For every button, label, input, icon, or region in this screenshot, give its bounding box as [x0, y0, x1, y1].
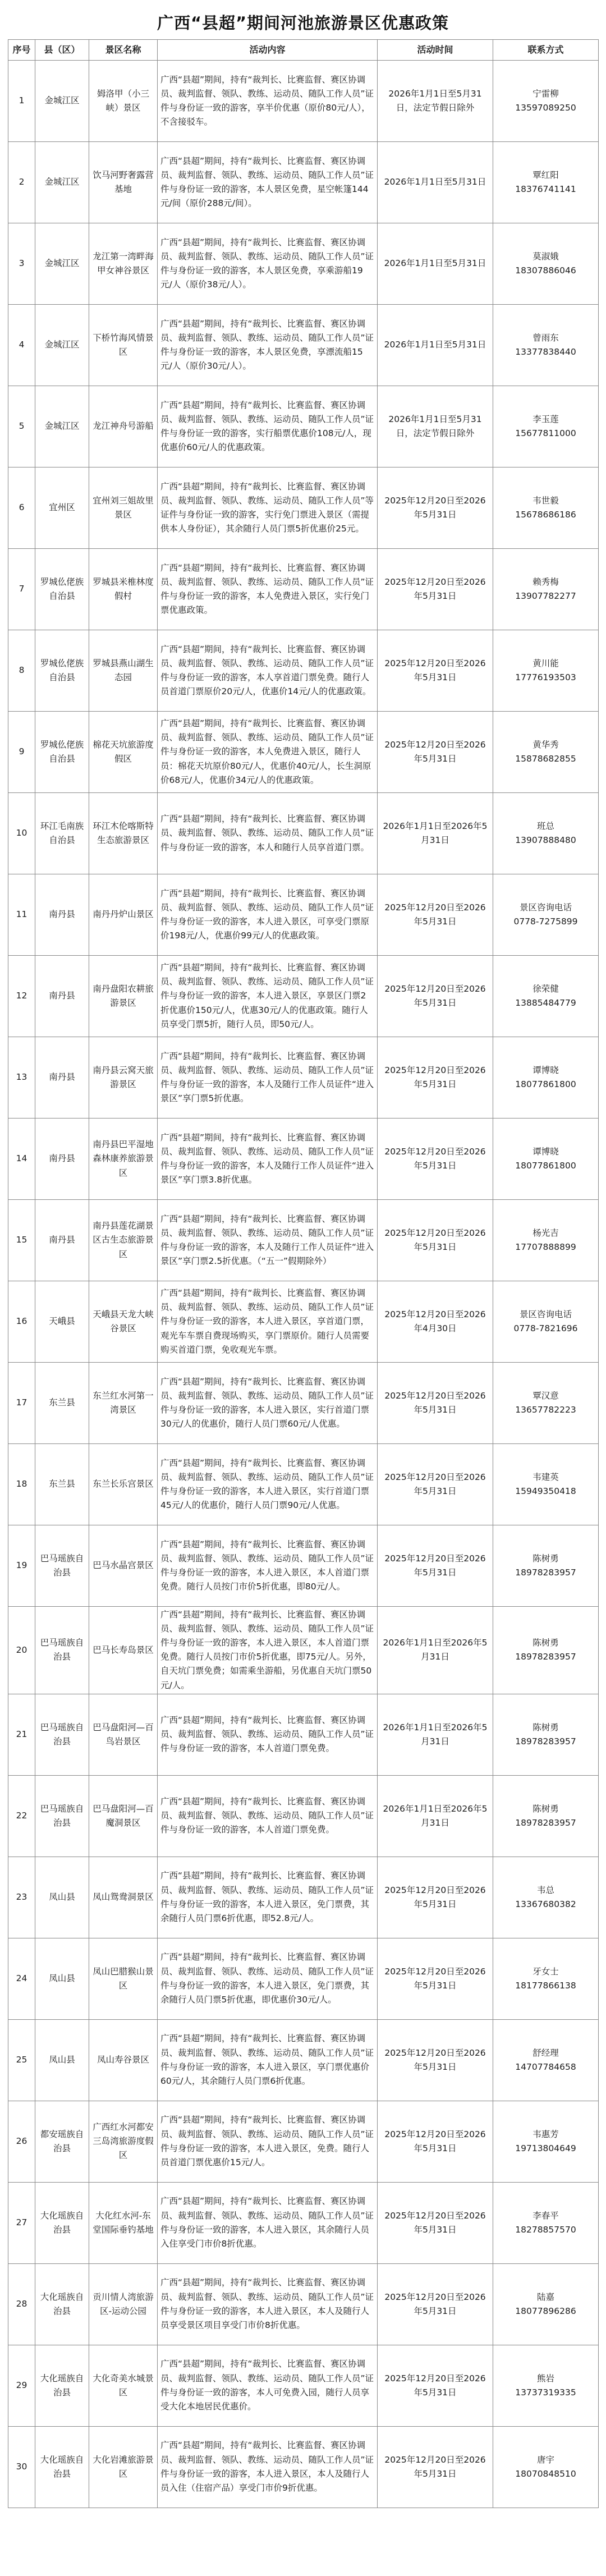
- activity-content-cell: 广西“县超”期间，持有“裁判长、比赛监督、赛区协调员、裁判监督、领队、教练、运动员、随队工作人员”证件与身份证一致的游客，本人景区免费，享乘游船19元/人（原价38元/人）。: [158, 223, 378, 305]
- contact-cell: [493, 142, 599, 223]
- contact-cell: [493, 1037, 599, 1119]
- county-cell: 南丹县: [35, 874, 89, 956]
- table-row: [8, 2345, 599, 2426]
- row-number: 21: [8, 1694, 35, 1775]
- row-number: 7: [8, 549, 35, 630]
- activity-content-cell: 广西“县超”期间，持有“裁判长、比赛监督、赛区协调员、裁判监督、领队、教练、运动员、随队工作人员”证件与身份证一致的游客，本人进入景区，本人首道门票免费。随行人员按门市价5折优惠，即80元/人。: [158, 1525, 378, 1607]
- contact-name: 黄川能: [532, 658, 559, 668]
- contact-phone: 17707888899: [515, 1242, 576, 1252]
- activity-content-cell: 广西“县超”期间，持有“裁判长、比赛监督、赛区协调员、裁判监督、领队、教练、运动员、随队工作人员”证件与身份证一致的游客，本人享首道门票免费。随行人员首道门票原价20元/人，优惠价14元/人的优惠政策。: [158, 630, 378, 712]
- contact-phone: 15678686186: [515, 510, 576, 520]
- table-row: [8, 1444, 599, 1525]
- page-title: 广西“县超”期间河池旅游景区优惠政策: [157, 13, 449, 33]
- activity-time-cell: 2026年1月1日至2026年5月31日: [378, 1775, 493, 1857]
- scenic-name-cell: 东兰长乐宫景区: [89, 1444, 158, 1525]
- contact-phone: 18978283957: [515, 1736, 576, 1747]
- header-contact: 联系方式: [493, 40, 599, 61]
- contact-phone: 15677811000: [515, 428, 576, 438]
- contact-phone: 13907888480: [515, 835, 576, 845]
- activity-time-cell: 2025年12月20日至2026年5月31日: [378, 1037, 493, 1119]
- activity-time-cell: 2025年12月20日至2026年5月31日: [378, 1525, 493, 1607]
- contact-name: 徐荣健: [532, 983, 559, 994]
- county-cell: 巴马瑶族自治县: [35, 1775, 89, 1857]
- activity-time-cell: 2026年1月1日至5月31日，法定节假日除外: [378, 386, 493, 467]
- county-cell: 金城江区: [35, 142, 89, 223]
- activity-time-cell: 2026年1月1日至2026年5月31日: [378, 1607, 493, 1694]
- county-cell: 南丹县: [35, 1119, 89, 1200]
- contact-phone: 19713804649: [515, 2143, 576, 2153]
- contact-cell: [493, 1363, 599, 1444]
- county-cell: 罗城仫佬族自治县: [35, 549, 89, 630]
- contact-phone: 18077896286: [515, 2305, 576, 2316]
- activity-time-cell: 2025年12月20日至2026年5月31日: [378, 1444, 493, 1525]
- activity-time-cell: 2025年12月20日至2026年5月31日: [378, 2182, 493, 2263]
- header-county: 县（区）: [35, 40, 89, 61]
- county-cell: 大化瑶族自治县: [35, 2426, 89, 2508]
- row-number: 4: [8, 305, 35, 386]
- activity-time-cell: 2025年12月20日至2026年5月31日: [378, 2263, 493, 2345]
- row-number: 30: [8, 2426, 35, 2508]
- county-cell: 巴马瑶族自治县: [35, 1525, 89, 1607]
- contact-name: 谭博晓: [532, 1065, 559, 1075]
- scenic-name-cell: 贡川情人湾旅游区-运动公园: [89, 2263, 158, 2345]
- activity-content-cell: 广西“县超”期间，持有“裁判长、比赛监督、赛区协调员、裁判监督、领队、教练、运动员、随队工作人员”证件与身份证一致的游客，本人景区免费，星空帐篷144元/间（原价288元/间）。: [158, 142, 378, 223]
- table-row: [8, 1607, 599, 1694]
- contact-name: 李玉莲: [532, 414, 559, 424]
- table-row: [8, 223, 599, 305]
- row-number: 28: [8, 2263, 35, 2345]
- header-content: 活动内容: [158, 40, 378, 61]
- contact-cell: [493, 793, 599, 874]
- table-row: [8, 61, 599, 142]
- contact-name: 韦建英: [532, 1472, 559, 1482]
- table-row: [8, 142, 599, 223]
- row-number: 16: [8, 1281, 35, 1363]
- activity-time-cell: 2025年12月20日至2026年5月31日: [378, 2101, 493, 2182]
- table-row: [8, 1363, 599, 1444]
- activity-content-cell: 广西“县超”期间，持有“裁判长、比赛监督、赛区协调员、裁判监督、领队、教练、运动员、随队工作人员”证件与身份证一致的游客，本人进入景区，免门票费，其余随行人员门票5折优惠，即优惠价30元/人。: [158, 1938, 378, 2019]
- table-body: [8, 61, 599, 2508]
- county-cell: 金城江区: [35, 223, 89, 305]
- scenic-name-cell: 巴马盘阳河—百鸟岩景区: [89, 1694, 158, 1775]
- county-cell: 天峨县: [35, 1281, 89, 1363]
- contact-name: 陈树勇: [532, 1803, 559, 1814]
- contact-phone: 13907782277: [515, 591, 576, 601]
- county-cell: 都安瑶族自治县: [35, 2101, 89, 2182]
- contact-cell: [493, 2426, 599, 2508]
- activity-time-cell: 2026年1月1日至2026年5月31日: [378, 1694, 493, 1775]
- contact-cell: [493, 223, 599, 305]
- table-row: [8, 2019, 599, 2101]
- contact-phone: 0778-7821696: [513, 1323, 578, 1333]
- county-cell: 大化瑶族自治县: [35, 2263, 89, 2345]
- contact-cell: [493, 1607, 599, 1694]
- table-row: [8, 549, 599, 630]
- contact-cell: [493, 2182, 599, 2263]
- row-number: 17: [8, 1363, 35, 1444]
- contact-name: 黄华秀: [532, 739, 559, 750]
- activity-time-cell: 2025年12月20日至2026年5月31日: [378, 956, 493, 1037]
- scenic-name-cell: 环江木伦喀斯特生态旅游景区: [89, 793, 158, 874]
- activity-time-cell: 2025年12月20日至2026年5月31日: [378, 874, 493, 956]
- contact-name: 唐宇: [536, 2454, 554, 2465]
- activity-time-cell: 2025年12月20日至2026年5月31日: [378, 1363, 493, 1444]
- row-number: 2: [8, 142, 35, 223]
- contact-name: 景区咨询电话: [519, 902, 572, 913]
- contact-cell: [493, 874, 599, 956]
- contact-phone: 18307886046: [515, 265, 576, 276]
- activity-time-cell: 2025年12月20日至2026年5月31日: [378, 630, 493, 712]
- county-cell: 金城江区: [35, 386, 89, 467]
- table-row: [8, 1938, 599, 2019]
- table-row: [8, 1200, 599, 1281]
- activity-time-cell: 2025年12月20日至2026年5月31日: [378, 1938, 493, 2019]
- activity-content-cell: 广西“县超”期间，持有“裁判长、比赛监督、赛区协调员、裁判监督、领队、教练、运动员、随队工作人员”证件与身份证一致的游客，本人进入景区，其余随行人员入住享受门市价8折优惠。: [158, 2182, 378, 2263]
- contact-name: 陈树勇: [532, 1638, 559, 1648]
- table-row: [8, 467, 599, 549]
- county-cell: 大化瑶族自治县: [35, 2345, 89, 2426]
- activity-content-cell: 广西“县超”期间，持有“裁判长、比赛监督、赛区协调员、裁判监督、领队、教练、运动员、随队工作人员”证件与身份证一致的游客，本人进入景区，免门票费，其余随行人员门票6折优惠，即52.8元/人。: [158, 1857, 378, 1938]
- table-row: [8, 305, 599, 386]
- row-number: 14: [8, 1119, 35, 1200]
- activity-content-cell: 广西“县超”期间，持有“裁判长、比赛监督、赛区协调员、裁判监督、领队、教练、运动员、随队工作人员”证件与身份证一致的游客，本人及随行工作人员证件“进入景区”享门票3.8折优惠。: [158, 1119, 378, 1200]
- scenic-name-cell: 大化岩滩旅游景区: [89, 2426, 158, 2508]
- activity-content-cell: 广西“县超”期间，持有“裁判长、比赛监督、赛区协调员、裁判监督、领队、教练、运动员、随队工作人员”等证件与身份证一致的游客，实行免门票进入景区（需提供本人身份证），其余随行人员门票5折优惠价25元。: [158, 467, 378, 549]
- county-cell: 巴马瑶族自治县: [35, 1607, 89, 1694]
- activity-content-cell: 广西“县超”期间，持有“裁判长、比赛监督、赛区协调员、裁判监督、领队、教练、运动员、随队工作人员”证件与身份证一致的游客，本人进入景区，本人及随行人员享受景区项目享受门市价8折优惠。: [158, 2263, 378, 2345]
- scenic-name-cell: 南丹县莲花湖景区古生态旅游景区: [89, 1200, 158, 1281]
- row-number: 15: [8, 1200, 35, 1281]
- header-no: 序号: [8, 40, 35, 61]
- row-number: 19: [8, 1525, 35, 1607]
- scenic-name-cell: 棉花天坑旅游度假区: [89, 712, 158, 793]
- activity-time-cell: 2026年1月1日至5月31日: [378, 223, 493, 305]
- activity-content-cell: 广西“县超”期间，持有“裁判长、比赛监督、赛区协调员、裁判监督、领队、教练、运动员、随队工作人员”证件与身份证一致的游客，本人免费进入景区，随行人员：棉花天坑原价80元/人，优惠价40元/人，长生洞原价68元/人，优惠价34元/人的优惠政策。: [158, 712, 378, 793]
- county-cell: 金城江区: [35, 61, 89, 142]
- contact-phone: 18278857570: [515, 2224, 576, 2235]
- table-row: [8, 630, 599, 712]
- county-cell: 凤山县: [35, 1857, 89, 1938]
- contact-phone: 14707784658: [515, 2061, 576, 2072]
- table-row: [8, 1037, 599, 1119]
- row-number: 26: [8, 2101, 35, 2182]
- contact-cell: [493, 2345, 599, 2426]
- scenic-name-cell: 饮马河野奢露营基地: [89, 142, 158, 223]
- table-row: [8, 874, 599, 956]
- row-number: 12: [8, 956, 35, 1037]
- contact-phone: 0778-7275899: [513, 916, 578, 927]
- contact-name: 覃汉意: [532, 1390, 559, 1401]
- contact-name: 杨光吉: [532, 1227, 559, 1238]
- contact-phone: 18376741141: [515, 184, 576, 194]
- activity-time-cell: 2026年1月1日至5月31日，法定节假日除外: [378, 61, 493, 142]
- contact-name: 李春平: [532, 2210, 559, 2221]
- scenic-name-cell: 下桥竹海风情景区: [89, 305, 158, 386]
- contact-phone: 13657782223: [515, 1405, 576, 1415]
- contact-phone: 13737319335: [515, 2387, 576, 2398]
- contact-name: 韦总: [536, 1885, 554, 1895]
- county-cell: 金城江区: [35, 305, 89, 386]
- activity-time-cell: 2026年1月1日至2026年5月31日: [378, 793, 493, 874]
- contact-phone: 15878682855: [515, 754, 576, 764]
- scenic-name-cell: 南丹丹炉山景区: [89, 874, 158, 956]
- activity-time-cell: 2025年12月20日至2026年5月31日: [378, 1119, 493, 1200]
- scenic-name-cell: 大化红水河-东堂国际垂钓基地: [89, 2182, 158, 2263]
- contact-cell: [493, 712, 599, 793]
- contact-name: 舒经理: [532, 2047, 559, 2058]
- scenic-name-cell: 巴马水晶宫景区: [89, 1525, 158, 1607]
- scenic-name-cell: 罗城县米椎林度假村: [89, 549, 158, 630]
- contact-name: 牙女士: [532, 1966, 559, 1977]
- activity-content-cell: 广西“县超”期间，持有“裁判长、比赛监督、赛区协调员、裁判监督、领队、教练、运动员、随队工作人员”证件与身份证一致的游客，本人进入景区，可享受门票原价198元/人，优惠价99元/人的优惠政策。: [158, 874, 378, 956]
- scenic-name-cell: 天峨县天龙大峡谷景区: [89, 1281, 158, 1363]
- row-number: 29: [8, 2345, 35, 2426]
- contact-cell: [493, 1200, 599, 1281]
- row-number: 22: [8, 1775, 35, 1857]
- activity-content-cell: 广西“县超”期间，持有“裁判长、比赛监督、赛区协调员、裁判监督、领队、教练、运动员、随队工作人员”证件与身份证一致的游客，本人进入景区，实行首道门票30元/人的优惠价，随行人员门票60元/人优惠。: [158, 1363, 378, 1444]
- activity-content-cell: 广西“县超”期间，持有“裁判长、比赛监督、赛区协调员、裁判监督、领队、教练、运动员、随队工作人员”证件与身份证一致的游客，本人进入景区，本人及随行人员入住（住宿产品）享受门市价9折优惠。: [158, 2426, 378, 2508]
- policy-table: [8, 39, 599, 2508]
- county-cell: 南丹县: [35, 956, 89, 1037]
- row-number: 6: [8, 467, 35, 549]
- policy-sheet: [8, 7, 598, 2508]
- contact-name: 韦惠芳: [532, 2129, 559, 2139]
- contact-phone: 18077861800: [515, 1079, 576, 1089]
- contact-cell: [493, 1938, 599, 2019]
- scenic-name-cell: 南丹盘阳农耕旅游景区: [89, 956, 158, 1037]
- scenic-name-cell: 广西红水河都安三岛湾旅游度假区: [89, 2101, 158, 2182]
- contact-name: 班总: [536, 821, 554, 831]
- county-cell: 东兰县: [35, 1363, 89, 1444]
- contact-phone: 13367680382: [515, 1899, 576, 1909]
- contact-cell: [493, 467, 599, 549]
- contact-cell: [493, 305, 599, 386]
- table-row: [8, 1694, 599, 1775]
- table-row: [8, 1119, 599, 1200]
- activity-content-cell: 广西“县超”期间，持有“裁判长、比赛监督、赛区协调员、裁判监督、领队、教练、运动员、随队工作人员”证件与身份证一致的游客，本人进入景区，实行首道门票45元/人的优惠价，随行人员门票90元/人优惠。: [158, 1444, 378, 1525]
- contact-name: 宁雷柳: [532, 88, 559, 99]
- row-number: 3: [8, 223, 35, 305]
- contact-cell: [493, 630, 599, 712]
- activity-content-cell: 广西“县超”期间，持有“裁判长、比赛监督、赛区协调员、裁判监督、领队、教练、运动员、随队工作人员”证件与身份证一致的游客，本人首道门票免费。: [158, 1694, 378, 1775]
- contact-name: 莫淑娥: [532, 251, 559, 262]
- scenic-name-cell: 凤山鸳鸯洞景区: [89, 1857, 158, 1938]
- contact-name: 陈树勇: [532, 1722, 559, 1732]
- contact-cell: [493, 1119, 599, 1200]
- activity-content-cell: 广西“县超”期间，持有“裁判长、比赛监督、赛区协调员、裁判监督、领队、教练、运动员、随队工作人员”证件与身份证一致的游客，本人进入景区，享门票优惠价60元/人，其余随行人员门票6折优惠。: [158, 2019, 378, 2101]
- scenic-name-cell: 龙江第一湾畔海甲女神谷景区: [89, 223, 158, 305]
- row-number: 25: [8, 2019, 35, 2101]
- activity-content-cell: 广西“县超”期间，持有“裁判长、比赛监督、赛区协调员、裁判监督、领队、教练、运动员、随队工作人员”证件与身份证一致的游客，本人可免费入园，随行人员享受大化本地居民优惠价。: [158, 2345, 378, 2426]
- contact-cell: [493, 61, 599, 142]
- row-number: 24: [8, 1938, 35, 2019]
- activity-content-cell: 广西“县超”期间，持有“裁判长、比赛监督、赛区协调员、裁判监督、领队、教练、运动员、随队工作人员”证件与身份证一致的游客，本人和随行人员享首道门票。: [158, 793, 378, 874]
- activity-time-cell: 2025年12月20日至2026年5月31日: [378, 1200, 493, 1281]
- table-row: [8, 2182, 599, 2263]
- row-number: 11: [8, 874, 35, 956]
- activity-content-cell: 广西“县超”期间，持有“裁判长、比赛监督、赛区协调员、裁判监督、领队、教练、运动员、随队工作人员”证件与身份证一致的游客，本人及随行工作人员证件“进入景区”享门票2.5折优惠。（“五一”假期除外）: [158, 1200, 378, 1281]
- table-row: [8, 712, 599, 793]
- contact-cell: [493, 956, 599, 1037]
- contact-phone: 18070848510: [515, 2468, 576, 2479]
- activity-content-cell: 广西“县超”期间，持有“裁判长、比赛监督、赛区协调员、裁判监督、领队、教练、运动员、随队工作人员”证件与身份证一致的游客，本人免费进入景区，实行免门票优惠政策。: [158, 549, 378, 630]
- activity-time-cell: 2026年1月1日至5月31日: [378, 142, 493, 223]
- contact-name: 陈树勇: [532, 1553, 559, 1564]
- contact-cell: [493, 1444, 599, 1525]
- scenic-name-cell: 东兰红水河第一湾景区: [89, 1363, 158, 1444]
- county-cell: 宜州区: [35, 467, 89, 549]
- contact-name: 曾雨东: [532, 332, 559, 343]
- header-scenic: 景区名称: [89, 40, 158, 61]
- activity-content-cell: 广西“县超”期间，持有“裁判长、比赛监督、赛区协调员、裁判监督、领队、教练、运动员、随队工作人员”证件与身份证一致的游客，本人及随行工作人员证件“进入景区”享门票5折优惠。: [158, 1037, 378, 1119]
- county-cell: 南丹县: [35, 1200, 89, 1281]
- county-cell: 南丹县: [35, 1037, 89, 1119]
- activity-time-cell: 2025年12月20日至2026年5月31日: [378, 2019, 493, 2101]
- scenic-name-cell: 大化奇美水城景区: [89, 2345, 158, 2426]
- row-number: 18: [8, 1444, 35, 1525]
- contact-phone: 18177866138: [515, 1980, 576, 1991]
- contact-name: 陆嘉: [536, 2291, 554, 2302]
- contact-cell: [493, 2101, 599, 2182]
- table-row: [8, 1525, 599, 1607]
- county-cell: 巴马瑶族自治县: [35, 1694, 89, 1775]
- scenic-name-cell: 南丹县云窝天旅游景区: [89, 1037, 158, 1119]
- contact-name: 覃红阳: [532, 169, 559, 180]
- row-number: 23: [8, 1857, 35, 1938]
- activity-time-cell: 2025年12月20日至2026年4月30日: [378, 1281, 493, 1363]
- scenic-name-cell: 巴马盘阳河—百魔洞景区: [89, 1775, 158, 1857]
- header-time: 活动时间: [378, 40, 493, 61]
- scenic-name-cell: 巴马长寿岛景区: [89, 1607, 158, 1694]
- contact-cell: [493, 549, 599, 630]
- contact-name: 景区咨询电话: [519, 1309, 572, 1319]
- activity-content-cell: 广西“县超”期间，持有“裁判长、比赛监督、赛区协调员、裁判监督、领队、教练、运动员、随队工作人员”证件与身份证一致的游客，本人景区免费，享漂流船15元/人（原价30元/人）。: [158, 305, 378, 386]
- county-cell: 东兰县: [35, 1444, 89, 1525]
- contact-name: 熊岩: [536, 2373, 554, 2384]
- contact-name: 韦世毅: [532, 495, 559, 506]
- row-number: 10: [8, 793, 35, 874]
- row-number: 8: [8, 630, 35, 712]
- activity-content-cell: 广西“县超”期间，持有“裁判长、比赛监督、赛区协调员、裁判监督、领队、教练、运动员、随队工作人员”证件与身份证一致的游客，本人进入景区，享景区门票2折优惠价150元/人，优惠30元/人的优惠政策。随行人员享受门票5折，随行人员，即50元/人。: [158, 956, 378, 1037]
- contact-cell: [493, 386, 599, 467]
- activity-content-cell: 广西“县超”期间，持有“裁判长、比赛监督、赛区协调员、裁判监督、领队、教练、运动员、随队工作人员”证件与身份证一致的游客，享半价优惠（原价80元/人），不含接驳车。: [158, 61, 378, 142]
- contact-phone: 18978283957: [515, 1652, 576, 1662]
- scenic-name-cell: 龙江神舟号游船: [89, 386, 158, 467]
- row-number: 1: [8, 61, 35, 142]
- row-number: 5: [8, 386, 35, 467]
- county-cell: 罗城仫佬族自治县: [35, 712, 89, 793]
- activity-content-cell: 广西“县超”期间，持有“裁判长、比赛监督、赛区协调员、裁判监督、领队、教练、运动员、随队工作人员”证件与身份证一致的游客，本人进入景区，享首道门票，观光车车票自费现场购买，享门票原价。随行人员需要购买首道门票，免收观光车票。: [158, 1281, 378, 1363]
- table-row: [8, 793, 599, 874]
- scenic-name-cell: 姆洛甲（小三峡）景区: [89, 61, 158, 142]
- scenic-name-cell: 凤山巴腊猴山景区: [89, 1938, 158, 2019]
- activity-content-cell: 广西“县超”期间，持有“裁判长、比赛监督、赛区协调员、裁判监督、领队、教练、运动员、随队工作人员”证件与身份证一致的游客，本人首道门票免费。: [158, 1775, 378, 1857]
- contact-cell: [493, 2019, 599, 2101]
- table-header-row: [8, 40, 599, 61]
- table-row: [8, 2426, 599, 2508]
- contact-name: 谭博晓: [532, 1146, 559, 1157]
- contact-phone: 17776193503: [515, 672, 576, 682]
- table-row: [8, 2263, 599, 2345]
- row-number: 27: [8, 2182, 35, 2263]
- contact-phone: 18077861800: [515, 1161, 576, 1171]
- row-number: 20: [8, 1607, 35, 1694]
- row-number: 13: [8, 1037, 35, 1119]
- table-row: [8, 386, 599, 467]
- row-number: 9: [8, 712, 35, 793]
- activity-content-cell: 广西“县超”期间，持有“裁判长、比赛监督、赛区协调员、裁判监督、领队、教练、运动员、随队工作人员”证件与身份证一致的游客，本人进入景区，本人首道门票免费。随行人员按门市价5折优惠，即75元/人。另外，自天坑门票免费；如需乘坐游船，另优惠自天坑门票50元/人。: [158, 1607, 378, 1694]
- scenic-name-cell: 宜州刘三姐故里景区: [89, 467, 158, 549]
- table-row: [8, 1281, 599, 1363]
- contact-cell: [493, 1694, 599, 1775]
- table-row: [8, 1857, 599, 1938]
- county-cell: 大化瑶族自治县: [35, 2182, 89, 2263]
- activity-time-cell: 2025年12月20日至2026年5月31日: [378, 2426, 493, 2508]
- activity-time-cell: 2026年1月1日至5月31日: [378, 305, 493, 386]
- contact-phone: 13885484779: [515, 998, 576, 1008]
- contact-phone: 15949350418: [515, 1486, 576, 1496]
- activity-content-cell: 广西“县超”期间，持有“裁判长、比赛监督、赛区协调员、裁判监督、领队、教练、运动员、随队工作人员”证件与身份证一致的游客，本人进入景区，免费。随行人员首道门票优惠价15元/人。: [158, 2101, 378, 2182]
- scenic-name-cell: 凤山寿谷景区: [89, 2019, 158, 2101]
- contact-cell: [493, 1775, 599, 1857]
- county-cell: 罗城仫佬族自治县: [35, 630, 89, 712]
- contact-cell: [493, 1281, 599, 1363]
- table-row: [8, 956, 599, 1037]
- activity-time-cell: 2025年12月20日至2026年5月31日: [378, 2345, 493, 2426]
- table-row: [8, 2101, 599, 2182]
- activity-time-cell: 2025年12月20日至2026年5月31日: [378, 712, 493, 793]
- scenic-name-cell: 罗城县燕山湖生态园: [89, 630, 158, 712]
- scenic-name-cell: 南丹县巴平湿地森林康养旅游景区: [89, 1119, 158, 1200]
- activity-time-cell: 2025年12月20日至2026年5月31日: [378, 467, 493, 549]
- county-cell: 环江毛南族自治县: [35, 793, 89, 874]
- contact-phone: 18978283957: [515, 1567, 576, 1578]
- contact-phone: 13597089250: [515, 103, 576, 113]
- activity-time-cell: 2025年12月20日至2026年5月31日: [378, 549, 493, 630]
- contact-phone: 18978283957: [515, 1817, 576, 1828]
- contact-cell: [493, 2263, 599, 2345]
- contact-phone: 13377838440: [515, 347, 576, 357]
- table-row: [8, 1775, 599, 1857]
- activity-content-cell: 广西“县超”期间，持有“裁判长、比赛监督、赛区协调员、裁判监督、领队、教练、运动员、随队工作人员”证件与身份证一致的游客，实行船票优惠价108元/人，现优惠价60元/人的优惠政策。: [158, 386, 378, 467]
- county-cell: 凤山县: [35, 2019, 89, 2101]
- contact-cell: [493, 1525, 599, 1607]
- county-cell: 凤山县: [35, 1938, 89, 2019]
- activity-time-cell: 2025年12月20日至2026年5月31日: [378, 1857, 493, 1938]
- contact-cell: [493, 1857, 599, 1938]
- contact-name: 赖秀梅: [532, 576, 559, 587]
